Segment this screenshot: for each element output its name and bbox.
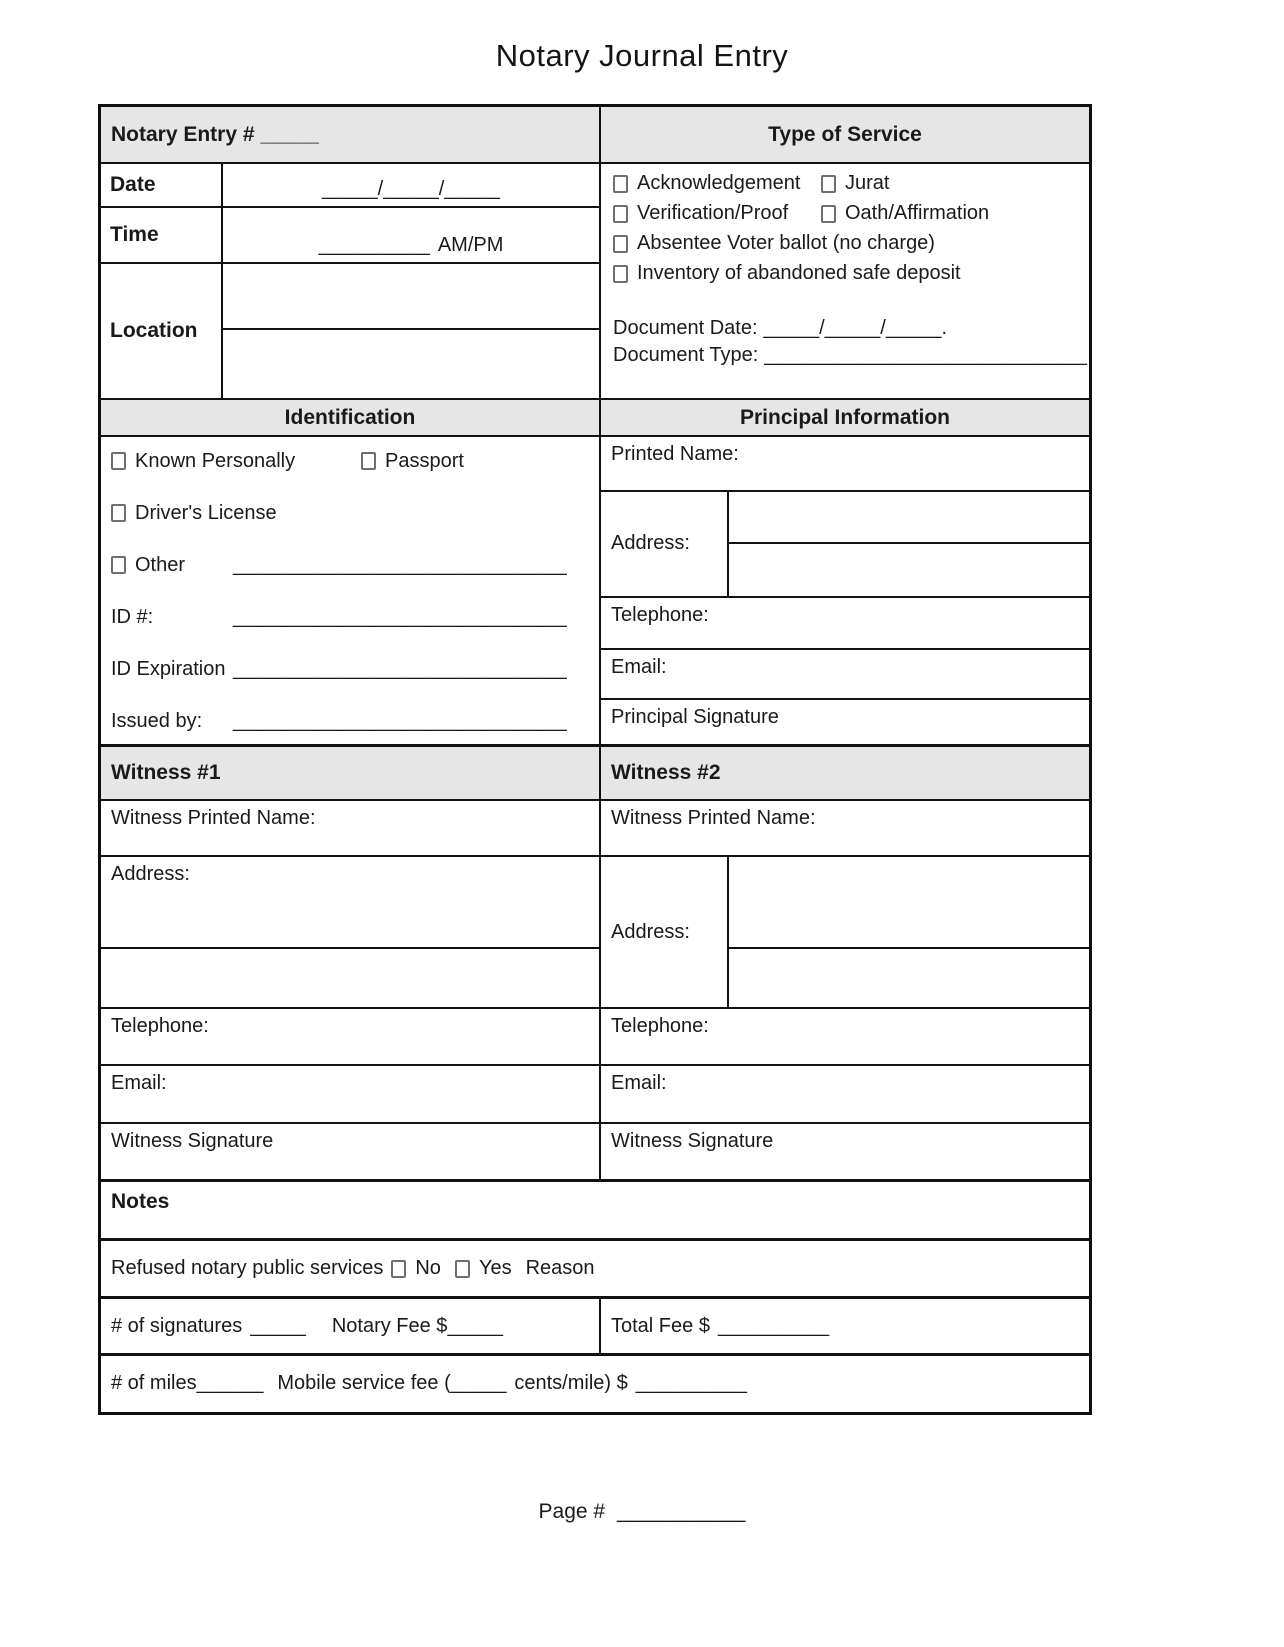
witness2-address-line-2[interactable] [729, 949, 1089, 1007]
verification-proof-label: Verification/Proof [637, 202, 789, 224]
identification-header: Identification [101, 400, 601, 435]
refused-yes-label: Yes [478, 1257, 512, 1279]
notary-fee-blank[interactable]: _____ [447, 1314, 504, 1337]
absentee-voter-label: Absentee Voter ballot (no charge) [637, 232, 935, 254]
witness2-address-cell [601, 857, 1089, 1007]
total-fee-blank[interactable]: __________ [717, 1314, 830, 1337]
location-row [101, 264, 599, 398]
id-number-line [111, 605, 599, 629]
identification-fields [101, 437, 601, 744]
num-miles-blank[interactable]: ______ [196, 1372, 264, 1394]
service-option-row-1 [613, 172, 1089, 195]
witness1-signature-label: Witness Signature [111, 1130, 274, 1152]
notary-fee-label: Notary Fee $ [331, 1314, 448, 1337]
principal-signature-row[interactable] [601, 700, 1089, 744]
location-line-2[interactable] [223, 330, 599, 398]
drivers-license-checkbox[interactable] [111, 504, 126, 522]
witness2-printed-name-label: Witness Printed Name: [611, 807, 816, 829]
refused-services-cell [101, 1241, 1089, 1296]
total-fee-cell [601, 1299, 1089, 1353]
cents-per-mile-label: cents/mile) $ [514, 1372, 628, 1394]
mobile-fee-cell [101, 1356, 1089, 1411]
datetime-service-row [101, 164, 1089, 400]
oath-affirmation-checkbox[interactable] [821, 205, 836, 223]
witness2-telephone-label: Telephone: [611, 1015, 709, 1037]
page-number-label: Page # [538, 1500, 606, 1523]
jurat-checkbox[interactable] [821, 175, 836, 193]
verification-proof-checkbox[interactable] [613, 205, 628, 223]
type-of-service-header: Type of Service [601, 107, 1089, 162]
witness-printed-name-row [101, 801, 1089, 857]
refused-no-checkbox[interactable] [391, 1260, 406, 1278]
witness1-printed-name-label: Witness Printed Name: [111, 807, 316, 829]
document-type-blank[interactable]: _____________________________ [764, 344, 1087, 366]
other-id-label: Other [135, 553, 186, 576]
witness2-address-value [729, 857, 1089, 1007]
acknowledgement-checkbox[interactable] [613, 175, 628, 193]
witness2-email-label: Email: [611, 1072, 667, 1094]
fees-row [101, 1299, 1089, 1356]
witness1-telephone-label: Telephone: [111, 1015, 209, 1037]
witness1-telephone-cell[interactable] [101, 1009, 601, 1064]
time-blank[interactable]: __________ [318, 234, 430, 256]
witness-telephone-row [101, 1009, 1089, 1066]
principal-information-header: Principal Information [601, 400, 1089, 435]
notary-entry-blank[interactable]: _____ [260, 122, 319, 146]
witness-header-row [101, 747, 1089, 801]
id-expiration-blank[interactable]: ______________________________ [233, 657, 567, 680]
witness1-header: Witness #1 [101, 747, 601, 799]
witness2-address-label: Address: [601, 857, 729, 1007]
witness2-signature-cell[interactable] [601, 1124, 1089, 1179]
principal-fields [601, 437, 1089, 744]
witness2-email-cell[interactable] [601, 1066, 1089, 1122]
principal-address-label: Address: [601, 492, 729, 597]
principal-address-line-1[interactable] [729, 492, 1089, 544]
jurat-label: Jurat [845, 172, 890, 194]
id-option-row-1 [111, 449, 599, 473]
principal-address-line-2[interactable] [729, 544, 1089, 597]
date-row [101, 164, 599, 208]
page-number-blank[interactable]: ___________ [616, 1500, 746, 1523]
witness2-address-line-1[interactable] [729, 857, 1089, 949]
witness1-printed-name-cell[interactable] [101, 801, 601, 855]
ampm-label: AM/PM [437, 234, 504, 256]
known-personally-label: Known Personally [135, 449, 296, 472]
witness1-email-cell[interactable] [101, 1066, 601, 1122]
refused-reason-label: Reason [525, 1257, 595, 1279]
mobile-fee-blank[interactable]: __________ [635, 1372, 747, 1394]
id-expiration-label: ID Expiration [111, 657, 226, 680]
principal-email-row[interactable] [601, 650, 1089, 701]
date-label: Date [101, 164, 223, 206]
known-personally-checkbox[interactable] [111, 452, 126, 470]
drivers-license-label: Driver's License [135, 501, 277, 524]
notary-entry-label: Notary Entry # [111, 122, 255, 146]
notes-row [101, 1182, 1089, 1241]
principal-printed-name-label: Printed Name: [611, 443, 739, 465]
refused-yes-checkbox[interactable] [455, 1260, 470, 1278]
page-number-line [0, 1500, 1284, 1524]
location-label: Location [101, 264, 223, 398]
principal-address-row [601, 492, 1089, 599]
notary-journal-form [98, 104, 1092, 1415]
num-signatures-blank[interactable]: _____ [250, 1314, 306, 1337]
time-label: Time [101, 208, 223, 262]
issued-by-label: Issued by: [111, 709, 203, 732]
refused-services-label: Refused notary public services [111, 1257, 384, 1279]
principal-printed-name-row[interactable] [601, 437, 1089, 492]
witness1-address-cell [101, 857, 601, 1007]
other-id-blank[interactable]: ______________________________ [233, 553, 567, 576]
time-value[interactable] [223, 208, 599, 262]
mobile-service-fee-label: Mobile service fee ( [277, 1372, 451, 1394]
page-title: Notary Journal Entry [495, 38, 789, 73]
id-number-blank[interactable]: ______________________________ [233, 605, 567, 628]
datetime-block [101, 164, 601, 398]
principal-telephone-label: Telephone: [611, 604, 709, 627]
type-of-service-options [601, 164, 1089, 398]
oath-affirmation-label: Oath/Affirmation [845, 202, 990, 224]
identification-principal-row [101, 437, 1089, 747]
id-option-row-3 [111, 553, 599, 577]
witness1-email-label: Email: [111, 1072, 167, 1094]
refused-no-label: No [415, 1257, 441, 1279]
absentee-voter-checkbox[interactable] [613, 235, 628, 253]
service-option-row-4 [613, 262, 1089, 285]
location-line-1[interactable] [223, 264, 599, 330]
passport-checkbox[interactable] [361, 452, 376, 470]
document-type-line [613, 344, 1089, 367]
witness1-address-line-1[interactable] [101, 857, 599, 949]
passport-label: Passport [385, 449, 464, 472]
other-id-checkbox[interactable] [111, 556, 126, 574]
principal-signature-label: Principal Signature [611, 706, 779, 729]
notary-entry-header-cell [101, 107, 601, 162]
id-number-label: ID #: [111, 605, 154, 628]
num-signatures-label: # of signatures [111, 1314, 243, 1337]
refused-services-row [101, 1241, 1089, 1299]
time-row [101, 208, 599, 264]
principal-telephone-row[interactable] [601, 598, 1089, 650]
witness2-signature-label: Witness Signature [611, 1130, 774, 1152]
acknowledgement-label: Acknowledgement [637, 172, 801, 194]
document-date-blank[interactable]: _____/_____/_____. [763, 317, 948, 339]
principal-email-label: Email: [611, 655, 667, 678]
witness-address-row [101, 857, 1089, 1009]
id-option-row-2 [111, 501, 599, 525]
document-date-label: Document Date: [613, 317, 758, 339]
notes-label: Notes [111, 1190, 170, 1213]
service-option-row-3 [613, 232, 1089, 255]
witness1-address-line-2[interactable] [101, 949, 599, 1007]
witness2-header: Witness #2 [601, 747, 1089, 799]
date-blank[interactable]: _____/_____/_____ [322, 178, 500, 200]
inventory-safe-deposit-checkbox[interactable] [613, 265, 628, 283]
num-miles-label: # of miles [111, 1372, 197, 1394]
miles-row [101, 1356, 1089, 1411]
witness-email-row [101, 1066, 1089, 1124]
witness1-signature-cell[interactable] [101, 1124, 601, 1179]
form-header-row [101, 107, 1089, 164]
witness1-address-label: Address: [111, 863, 190, 885]
id-expiration-line [111, 657, 599, 681]
notes-cell[interactable] [101, 1182, 1089, 1238]
issued-by-blank[interactable]: ______________________________ [233, 709, 567, 732]
location-value [223, 264, 599, 398]
document-type-label: Document Type: [613, 344, 759, 366]
witness2-printed-name-cell[interactable] [601, 801, 1089, 855]
document-date-line [613, 317, 1089, 340]
total-fee-label: Total Fee $ [611, 1314, 710, 1337]
service-option-row-2 [613, 202, 1089, 225]
inventory-safe-deposit-label: Inventory of abandoned safe deposit [637, 262, 961, 284]
principal-address-value [729, 492, 1089, 597]
signatures-fee-cell [101, 1299, 601, 1353]
cents-per-mile-blank[interactable]: _____ [450, 1372, 507, 1394]
witness2-telephone-cell[interactable] [601, 1009, 1089, 1064]
issued-by-line [111, 709, 599, 733]
section-header-row [101, 400, 1089, 437]
witness-signature-row [101, 1124, 1089, 1182]
